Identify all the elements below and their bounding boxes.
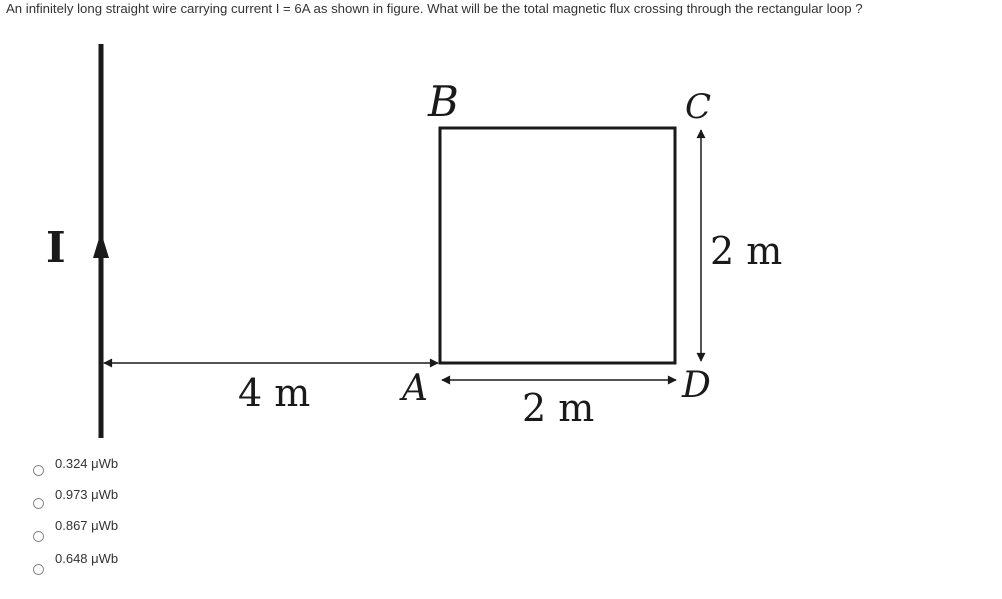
answer-option[interactable]: [0, 485, 200, 519]
corner-label-c: C: [685, 87, 712, 127]
current-label: I: [46, 223, 66, 272]
answer-option[interactable]: [0, 518, 200, 552]
corner-label-a: A: [402, 368, 428, 409]
distance-label-wire-to-loop: 4 m: [238, 371, 311, 415]
current-direction-arrow: [93, 232, 109, 258]
radio-button[interactable]: [33, 498, 44, 509]
height-label: 2 m: [710, 229, 783, 273]
corner-label-b: B: [428, 77, 459, 126]
option-label: 0.867 μWb: [55, 518, 119, 533]
width-label: 2 m: [522, 386, 595, 430]
radio-button[interactable]: [33, 465, 44, 476]
option-label: 0.648 μWb: [55, 551, 119, 566]
question-text: An infinitely long straight wire carrying current I = 6A as shown in figure. What will be the total magnetic flux crossing through the rectangular loop ?: [6, 1, 863, 16]
answer-option[interactable]: [0, 551, 200, 585]
radio-button[interactable]: [33, 531, 44, 542]
option-label: 0.324 μWb: [55, 456, 119, 471]
option-label: 0.973 μWb: [55, 487, 119, 502]
radio-button[interactable]: [33, 564, 44, 575]
corner-label-d: D: [682, 365, 711, 406]
rectangular-loop: [440, 128, 675, 363]
answer-option[interactable]: [0, 452, 200, 486]
